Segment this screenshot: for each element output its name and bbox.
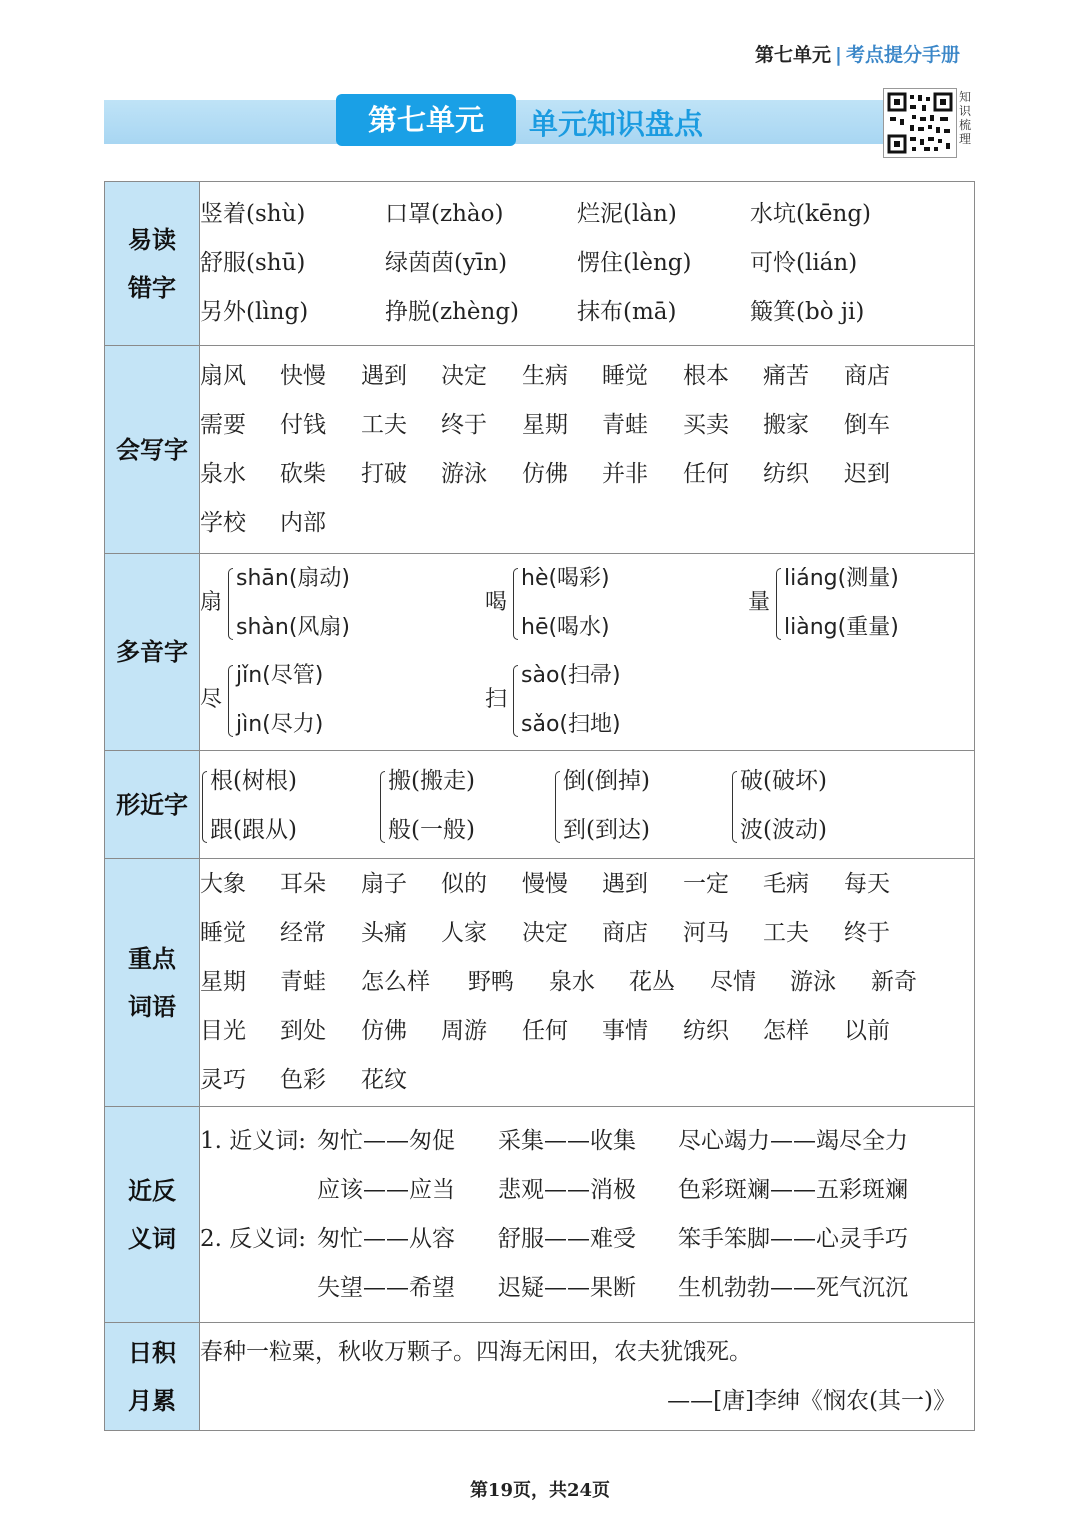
huixie-line — [200, 450, 974, 499]
page-footer: 第19页，共24页 — [469, 1480, 611, 1501]
huixie-word: 砍柴 — [280, 460, 326, 487]
zhongdian-word: 色彩 — [280, 1067, 326, 1093]
zhongdian-line — [200, 909, 974, 958]
xingjin-item: 跟(跟从) — [210, 816, 297, 843]
category-zhongdian-line1: 重点 — [128, 944, 176, 973]
yidu-word: 抹布(mā) — [577, 299, 677, 325]
category-riji-line2: 月累 — [128, 1386, 176, 1415]
zhongdian-word: 新奇 — [871, 969, 917, 995]
huixie-word: 打破 — [361, 460, 407, 487]
content-xingjin — [200, 751, 975, 859]
zhongdian-word: 扇子 — [361, 871, 407, 897]
zhongdian-word: 泉水 — [549, 969, 595, 995]
content-duoyin — [200, 554, 975, 751]
zhongdian-word: 以前 — [844, 1018, 890, 1044]
jinfan-pair: 尽心竭力——竭尽全力 — [678, 1127, 908, 1154]
zhongdian-word: 终于 — [844, 920, 890, 946]
jinfan-pair: 色彩斑斓——五彩斑斓 — [678, 1176, 908, 1203]
zhongdian-word: 星期 — [200, 969, 246, 995]
huixie-word: 迟到 — [844, 460, 890, 487]
row-zhongdian — [105, 859, 975, 1107]
jinfan-line — [200, 1117, 974, 1166]
zhongdian-word: 慢慢 — [522, 871, 568, 897]
brace-icon — [228, 568, 233, 640]
jinfan-line — [200, 1264, 974, 1313]
row-riji — [105, 1323, 975, 1431]
row-xingjin — [105, 751, 975, 859]
duoyin-reading: shàn(风扇) — [236, 615, 350, 640]
category-jinfan — [105, 1107, 200, 1323]
zhongdian-word: 经常 — [280, 920, 326, 946]
content-huixie — [200, 346, 975, 554]
huixie-word: 遇到 — [361, 362, 407, 389]
zhongdian-line — [200, 860, 974, 909]
huixie-word: 买卖 — [683, 411, 729, 438]
huixie-word: 仿佛 — [522, 460, 568, 487]
huixie-word: 工夫 — [361, 411, 407, 438]
duoyin-reading: liàng(重量) — [784, 615, 899, 640]
zhongdian-word: 工夫 — [763, 920, 809, 946]
duoyin-reading: liáng(测量) — [784, 566, 899, 591]
huixie-word: 青蛙 — [602, 411, 648, 438]
header-unit: 第七单元 — [755, 44, 832, 66]
brace-icon — [513, 568, 518, 640]
jinfan-pair: 笨手笨脚——心灵手巧 — [678, 1225, 908, 1252]
zhongdian-word: 游泳 — [790, 969, 836, 995]
jinfan-pair: 悲观——消极 — [498, 1176, 636, 1203]
category-zhongdian-line2: 词语 — [128, 992, 176, 1021]
xingjin-item: 波(波动) — [740, 816, 827, 843]
duoyin-reading: hē(喝水) — [521, 615, 610, 640]
zhongdian-word: 头痛 — [361, 920, 407, 946]
yidu-line — [200, 288, 974, 337]
huixie-word: 倒车 — [844, 411, 890, 438]
xingjin-item: 根(树根) — [210, 767, 297, 794]
header-separator: | — [835, 44, 842, 66]
huixie-word: 任何 — [683, 460, 729, 487]
huixie-line — [200, 352, 974, 401]
jinfan-line — [200, 1215, 974, 1264]
banner-unit-tab: 第七单元 — [336, 94, 516, 146]
content-zhongdian — [200, 859, 975, 1107]
brace-icon — [555, 771, 560, 843]
zhongdian-word: 每天 — [844, 871, 890, 897]
category-yidu-line1: 易读 — [128, 225, 176, 254]
huixie-word: 决定 — [441, 362, 487, 389]
huixie-word: 痛苦 — [763, 362, 809, 389]
zhongdian-word: 一定 — [683, 871, 729, 897]
huixie-word: 商店 — [844, 362, 890, 389]
jinfan-pair: 采集——收集 — [498, 1127, 636, 1154]
zhongdian-line — [200, 1007, 974, 1056]
huixie-word: 快慢 — [280, 362, 326, 389]
yidu-word: 口罩(zhào) — [385, 201, 504, 227]
xingjin-item: 到(到达) — [563, 816, 650, 843]
content-yidu — [200, 182, 975, 346]
zhongdian-word: 纺织 — [683, 1018, 729, 1044]
category-yidu-line2: 错字 — [128, 273, 176, 302]
huixie-word: 泉水 — [200, 460, 246, 487]
brace-icon — [202, 771, 207, 843]
category-zhongdian — [105, 859, 200, 1107]
zhongdian-word: 似的 — [441, 871, 487, 897]
duoyin-reading: hè(喝彩) — [521, 566, 610, 591]
brace-icon — [380, 771, 385, 843]
zhongdian-word: 到处 — [280, 1018, 326, 1044]
duoyin-char: 喝 — [485, 590, 508, 615]
zhongdian-word: 青蛙 — [280, 969, 326, 995]
huixie-word: 学校 — [200, 509, 246, 536]
duoyin-char: 扫 — [485, 687, 508, 712]
yidu-word: 水坑(kēng) — [750, 201, 872, 227]
zhongdian-word: 周游 — [441, 1018, 487, 1044]
duoyin-char: 扇 — [200, 590, 223, 615]
jinfan-pair: 舒服——难受 — [498, 1225, 636, 1252]
jinfan-pair: 匆忙——从容 — [317, 1225, 455, 1252]
qr-label: 知识梳理 — [959, 90, 972, 146]
jinfan-pair: 应该——应当 — [317, 1176, 455, 1203]
page-header — [755, 40, 960, 67]
category-riji — [105, 1323, 200, 1431]
zhongdian-word: 大象 — [200, 871, 246, 897]
brace-icon — [513, 665, 518, 737]
category-yidu — [105, 182, 200, 346]
zhongdian-word: 目光 — [200, 1018, 246, 1044]
huixie-word: 纺织 — [763, 460, 809, 487]
jinfan-pair: 匆忙——匆促 — [317, 1127, 455, 1154]
zhongdian-line — [200, 1056, 974, 1105]
zhongdian-word: 尽情 — [710, 969, 756, 995]
yidu-line — [200, 239, 974, 288]
category-jinfan-line2: 义词 — [128, 1224, 176, 1253]
banner-title: 单元知识盘点 — [529, 107, 704, 141]
yidu-word: 竖着(shù) — [200, 201, 306, 227]
row-duoyin — [105, 554, 975, 751]
zhongdian-word: 人家 — [441, 920, 487, 946]
zhongdian-word: 耳朵 — [280, 871, 326, 897]
zhongdian-word: 灵巧 — [200, 1067, 246, 1093]
huixie-line — [200, 401, 974, 450]
qr-code-icon[interactable] — [883, 88, 957, 158]
huixie-word: 根本 — [683, 362, 729, 389]
yidu-word: 另外(lìng) — [200, 299, 309, 325]
jinfan-prefix: 1. 近义词: — [200, 1127, 307, 1154]
duoyin-reading: jìn(尽力) — [236, 712, 324, 737]
huixie-line — [200, 499, 974, 548]
riji-source: ——[唐]李绅《悯农(其一)》 — [667, 1387, 956, 1414]
huixie-word: 游泳 — [441, 460, 487, 487]
zhongdian-word: 河马 — [683, 920, 729, 946]
zhongdian-word: 花丛 — [629, 969, 675, 995]
knowledge-table — [104, 181, 975, 1431]
duoyin-char: 量 — [748, 590, 771, 615]
zhongdian-line — [200, 958, 974, 1007]
jinfan-pair: 生机勃勃——死气沉沉 — [678, 1274, 908, 1301]
row-yidu — [105, 182, 975, 346]
huixie-word: 生病 — [522, 362, 568, 389]
zhongdian-word: 决定 — [522, 920, 568, 946]
yidu-word: 愣住(lèng) — [577, 250, 692, 276]
header-book: 考点提分手册 — [845, 44, 960, 66]
jinfan-prefix: 2. 反义词: — [200, 1225, 307, 1252]
huixie-word: 搬家 — [763, 411, 809, 438]
yidu-line — [200, 190, 974, 239]
jinfan-pair: 失望——希望 — [317, 1274, 455, 1301]
yidu-word: 挣脱(zhèng) — [385, 299, 520, 325]
yidu-word: 烂泥(làn) — [577, 201, 677, 227]
xingjin-item: 破(破坏) — [740, 767, 827, 794]
huixie-word: 需要 — [200, 411, 246, 438]
yidu-word: 绿茵茵(yīn) — [385, 250, 508, 276]
zhongdian-word: 遇到 — [602, 871, 648, 897]
brace-icon — [228, 665, 233, 737]
zhongdian-word: 事情 — [602, 1018, 648, 1044]
duoyin-reading: jǐn(尽管) — [236, 663, 324, 688]
row-jinfan — [105, 1107, 975, 1323]
zhongdian-word: 商店 — [602, 920, 648, 946]
duoyin-char: 尽 — [200, 687, 223, 712]
xingjin-item: 搬(搬走) — [388, 767, 475, 794]
row-huixie — [105, 346, 975, 554]
jinfan-line — [200, 1166, 974, 1215]
zhongdian-word: 睡觉 — [200, 920, 246, 946]
category-riji-line1: 日积 — [128, 1338, 176, 1367]
zhongdian-word: 任何 — [522, 1018, 568, 1044]
yidu-word: 舒服(shū) — [200, 250, 306, 276]
content-jinfan — [200, 1107, 975, 1323]
jinfan-pair: 迟疑——果断 — [498, 1274, 636, 1301]
yidu-word: 簸箕(bò ji) — [750, 299, 865, 325]
huixie-word: 扇风 — [200, 362, 246, 389]
riji-poem: 春种一粒粟，秋收万颗子。四海无闲田，农夫犹饿死。 — [200, 1338, 752, 1365]
zhongdian-word: 怎样 — [763, 1018, 809, 1044]
duoyin-reading: sǎo(扫地) — [521, 712, 621, 737]
content-riji — [200, 1323, 975, 1431]
zhongdian-word: 花纹 — [361, 1067, 407, 1093]
huixie-word: 付钱 — [280, 411, 326, 438]
brace-icon — [776, 568, 781, 640]
brace-icon — [732, 771, 737, 843]
huixie-word: 终于 — [441, 411, 487, 438]
category-jinfan-line1: 近反 — [128, 1176, 176, 1205]
category-xingjin: 形近字 — [105, 751, 200, 859]
xingjin-item: 倒(倒掉) — [563, 767, 650, 794]
huixie-word: 星期 — [522, 411, 568, 438]
zhongdian-word: 仿佛 — [361, 1018, 407, 1044]
huixie-word: 并非 — [602, 460, 648, 487]
zhongdian-word: 野鸭 — [468, 969, 514, 995]
huixie-word: 内部 — [280, 509, 326, 536]
huixie-word: 睡觉 — [602, 362, 648, 389]
category-duoyin: 多音字 — [105, 554, 200, 751]
title-banner — [104, 100, 894, 144]
xingjin-item: 般(一般) — [388, 816, 475, 843]
duoyin-reading: sào(扫帚) — [521, 663, 621, 688]
zhongdian-word: 毛病 — [763, 871, 809, 897]
yidu-word: 可怜(lián) — [750, 250, 858, 276]
duoyin-reading: shān(扇动) — [236, 566, 350, 591]
zhongdian-word: 怎么样 — [361, 969, 430, 995]
category-huixie: 会写字 — [105, 346, 200, 554]
